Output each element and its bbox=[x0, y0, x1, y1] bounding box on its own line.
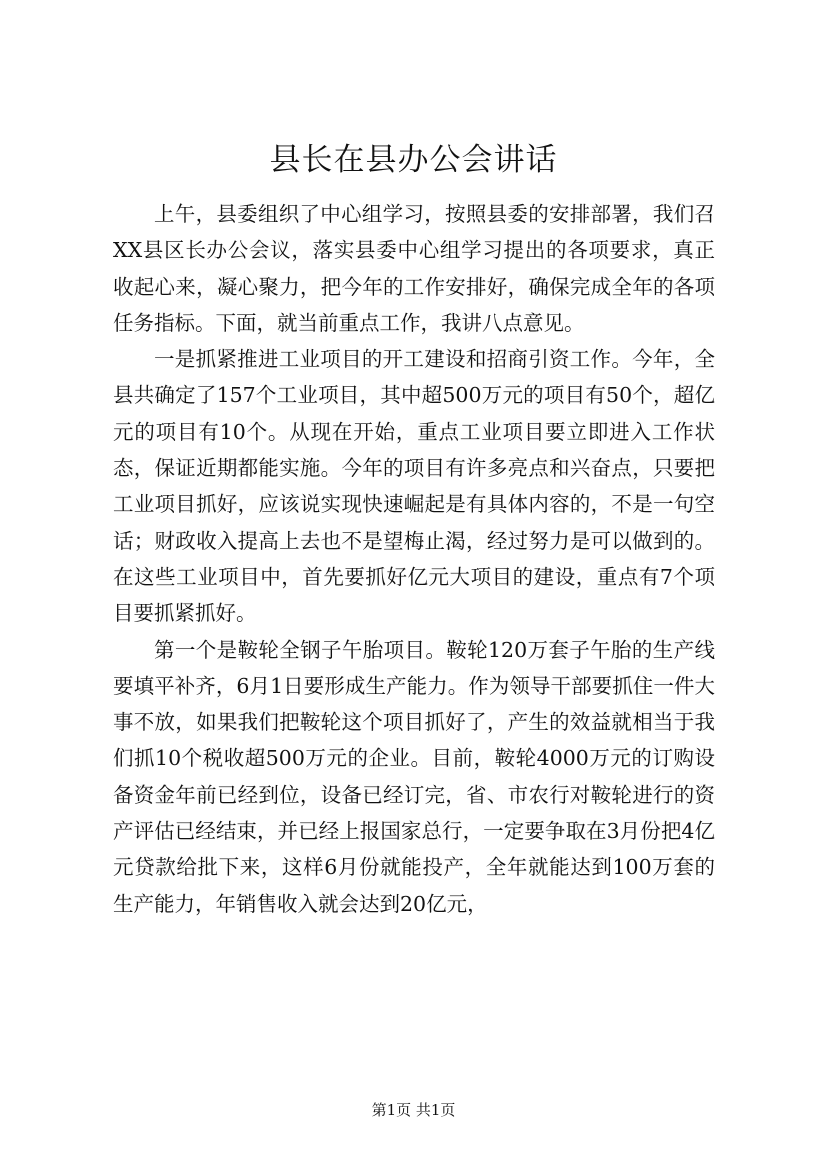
document-title: 县长在县办公会讲话 bbox=[269, 142, 558, 178]
document-body bbox=[113, 196, 715, 922]
page-number: 第1页 共1页 bbox=[371, 1101, 456, 1119]
paragraph-intro: 上午，县委组织了中心组学习，按照县委的安排部署，我们召XX县区长办公会议，落实县委中心组学习提出的各项要求，真正收起心来，凝心聚力，把今年的工作安排好，确保完成全年的各项任务指标。下面，就当前重点工作，我讲八点意见。 bbox=[113, 202, 715, 335]
page-footer bbox=[0, 1100, 827, 1120]
paragraph-anlun-project: 第一个是鞍轮全钢子午胎项目。鞍轮120万套子午胎的生产线要填平补齐，6月1日要形成生产能力。作为领导干部要抓住一件大事不放，如果我们把鞍轮这个项目抓好了，产生的效益就相当于我们抓10个税收超500万元的企业。目前，鞍轮4000万元的订购设备资金年前已经到位，设备已经订完，省、市农行对鞍轮进行的资产评估已经结束，并已经上报国家总行，一定要争取在3月份把4亿元贷款给批下来，这样6月份就能投产，全年就能达到100万套的生产能力，年销售收入就会达到20亿元， bbox=[113, 637, 715, 916]
paragraph-industrial-projects: 一是抓紧推进工业项目的开工建设和招商引资工作。今年，全县共确定了157个工业项目，其中超500万元的项目有50个，超亿元的项目有10个。从现在开始，重点工业项目要立即进入工作状态，保证近期都能实施。今年的项目有许多亮点和兴奋点，只要把工业项目抓好，应该说实现快速崛起是有具体内容的，不是一句空话；财政收入提高上去也不是望梅止渴，经过努力是可以做到的。在这些工业项目中，首先要抓好亿元大项目的建设，重点有7个项目要抓紧抓好。 bbox=[113, 347, 715, 626]
